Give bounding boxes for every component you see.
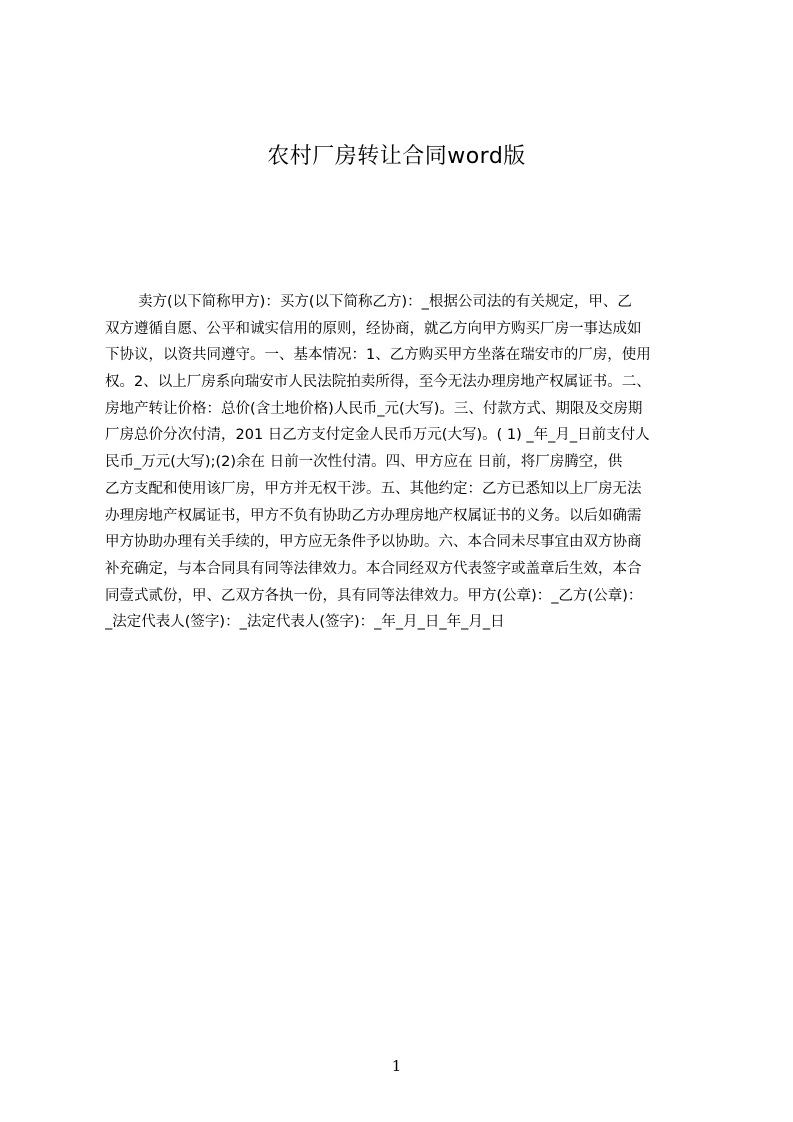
- body-line: 民币_万元(大写);(2)余在 日前一次性付清。四、甲方应在 日前，将厂房腾空，供: [105, 454, 623, 471]
- body-line: 补充确定，与本合同具有同等法律效力。本合同经双方代表签字或盖章后生效，本合: [105, 560, 642, 577]
- body-line: 权。2、以上厂房系向瑞安市人民法院拍卖所得，至今无法办理房地产权属证书。二、: [105, 374, 651, 391]
- body-line: 乙方支配和使用该厂房，甲方并无权干涉。五、其他约定：乙方已悉知以上厂房无法: [105, 480, 642, 497]
- body-line: 办理房地产权属证书，甲方不负有协助乙方办理房地产权属证书的义务。以后如确需: [105, 507, 642, 524]
- body-line: 房地产转让价格：总价(含土地价格)人民币_元(大写)。三、付款方式、期限及交房期: [105, 400, 643, 417]
- document-title: 农村厂房转让合同word版: [267, 144, 526, 169]
- body-line: 双方遵循自愿、公平和诚实信用的原则，经协商，就乙方向甲方购买厂房一事达成如: [105, 320, 642, 337]
- body-line: _法定代表人(签字)：_法定代表人(签字)：_年_月_日_年_月_日: [105, 614, 505, 631]
- body-line: 甲方协助办理有关手续的，甲方应无条件予以协助。六、本合同未尽事宜由双方协商: [105, 534, 642, 551]
- body-line: 卖方(以下简称甲方)：买方(以下简称乙方)：_根据公司法的有关规定，甲、乙: [138, 294, 632, 310]
- body-line: 厂房总价分次付清，201 日乙方支付定金人民币万元(大写)。( 1) _年_月_日前支付人: [105, 427, 650, 444]
- body-line: 同壹式贰份，甲、乙双方各执一份，具有同等法律效力。甲方(公章)：_乙方(公章)：: [105, 587, 643, 604]
- body-line: 下协议，以资共同遵守。一、基本情况：1、乙方购买甲方坐落在瑞安市的厂房，使用: [105, 347, 651, 364]
- page-number: 1: [391, 1057, 402, 1075]
- document-body: [105, 289, 703, 636]
